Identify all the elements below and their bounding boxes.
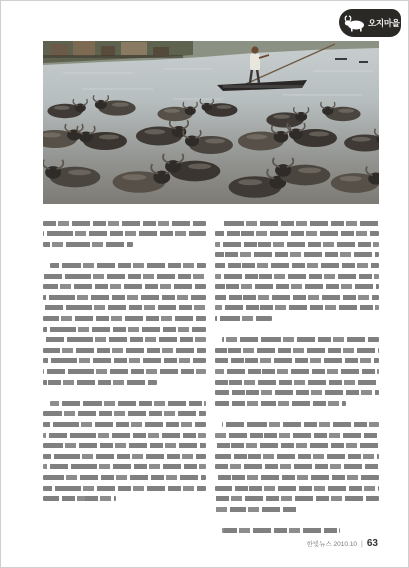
text-line <box>43 242 133 247</box>
text-line <box>215 401 346 406</box>
text-line <box>215 443 379 448</box>
text-line <box>43 274 206 279</box>
text-line <box>43 433 206 438</box>
text-line <box>222 422 379 427</box>
text-line <box>215 305 379 310</box>
text-line <box>43 454 206 459</box>
text-line <box>222 528 340 533</box>
text-line <box>43 284 206 289</box>
page-footer <box>307 538 378 549</box>
text-line <box>43 443 206 448</box>
photo-scene <box>43 41 379 204</box>
text-line <box>43 337 206 342</box>
text-line <box>215 369 379 374</box>
section-logo <box>339 9 401 37</box>
text-line <box>43 348 206 353</box>
text-line <box>43 486 206 491</box>
text-line <box>43 464 206 469</box>
text-line <box>215 231 379 236</box>
text-line <box>43 380 157 385</box>
page-number: 63 <box>366 538 378 549</box>
text-line <box>215 284 379 289</box>
text-line <box>50 263 206 268</box>
text-line <box>215 348 379 353</box>
footer-publication: 한빛뉴스 2010.10 <box>306 541 358 548</box>
text-line <box>215 433 379 438</box>
text-line <box>43 316 206 321</box>
text-line <box>43 327 206 332</box>
text-line <box>215 263 379 268</box>
text-line <box>215 358 379 363</box>
text-line <box>215 295 379 300</box>
text-line <box>222 221 379 226</box>
text-line <box>215 390 379 395</box>
text-line <box>215 486 379 491</box>
text-line <box>43 305 206 310</box>
water-buffalo-icon <box>343 14 367 32</box>
text-line <box>215 274 379 279</box>
text-line <box>215 507 297 512</box>
water-buffalo-photo <box>43 41 379 204</box>
text-line <box>222 337 379 342</box>
text-line <box>50 401 206 406</box>
logo-text: 오지마을 <box>368 19 400 29</box>
text-line <box>43 369 206 374</box>
text-line <box>215 475 379 480</box>
text-line <box>43 221 206 226</box>
text-line <box>43 475 206 480</box>
text-line <box>43 358 206 363</box>
text-line <box>43 411 206 416</box>
text-line <box>43 231 206 236</box>
text-line <box>215 496 379 501</box>
footer-separator: | <box>361 541 363 548</box>
text-line <box>215 316 272 321</box>
text-line <box>43 496 116 501</box>
text-line <box>215 464 379 469</box>
text-line <box>43 295 206 300</box>
text-line <box>215 242 379 247</box>
text-line <box>215 380 379 385</box>
text-line <box>43 422 206 427</box>
text-line <box>215 252 379 257</box>
text-line <box>215 454 379 459</box>
